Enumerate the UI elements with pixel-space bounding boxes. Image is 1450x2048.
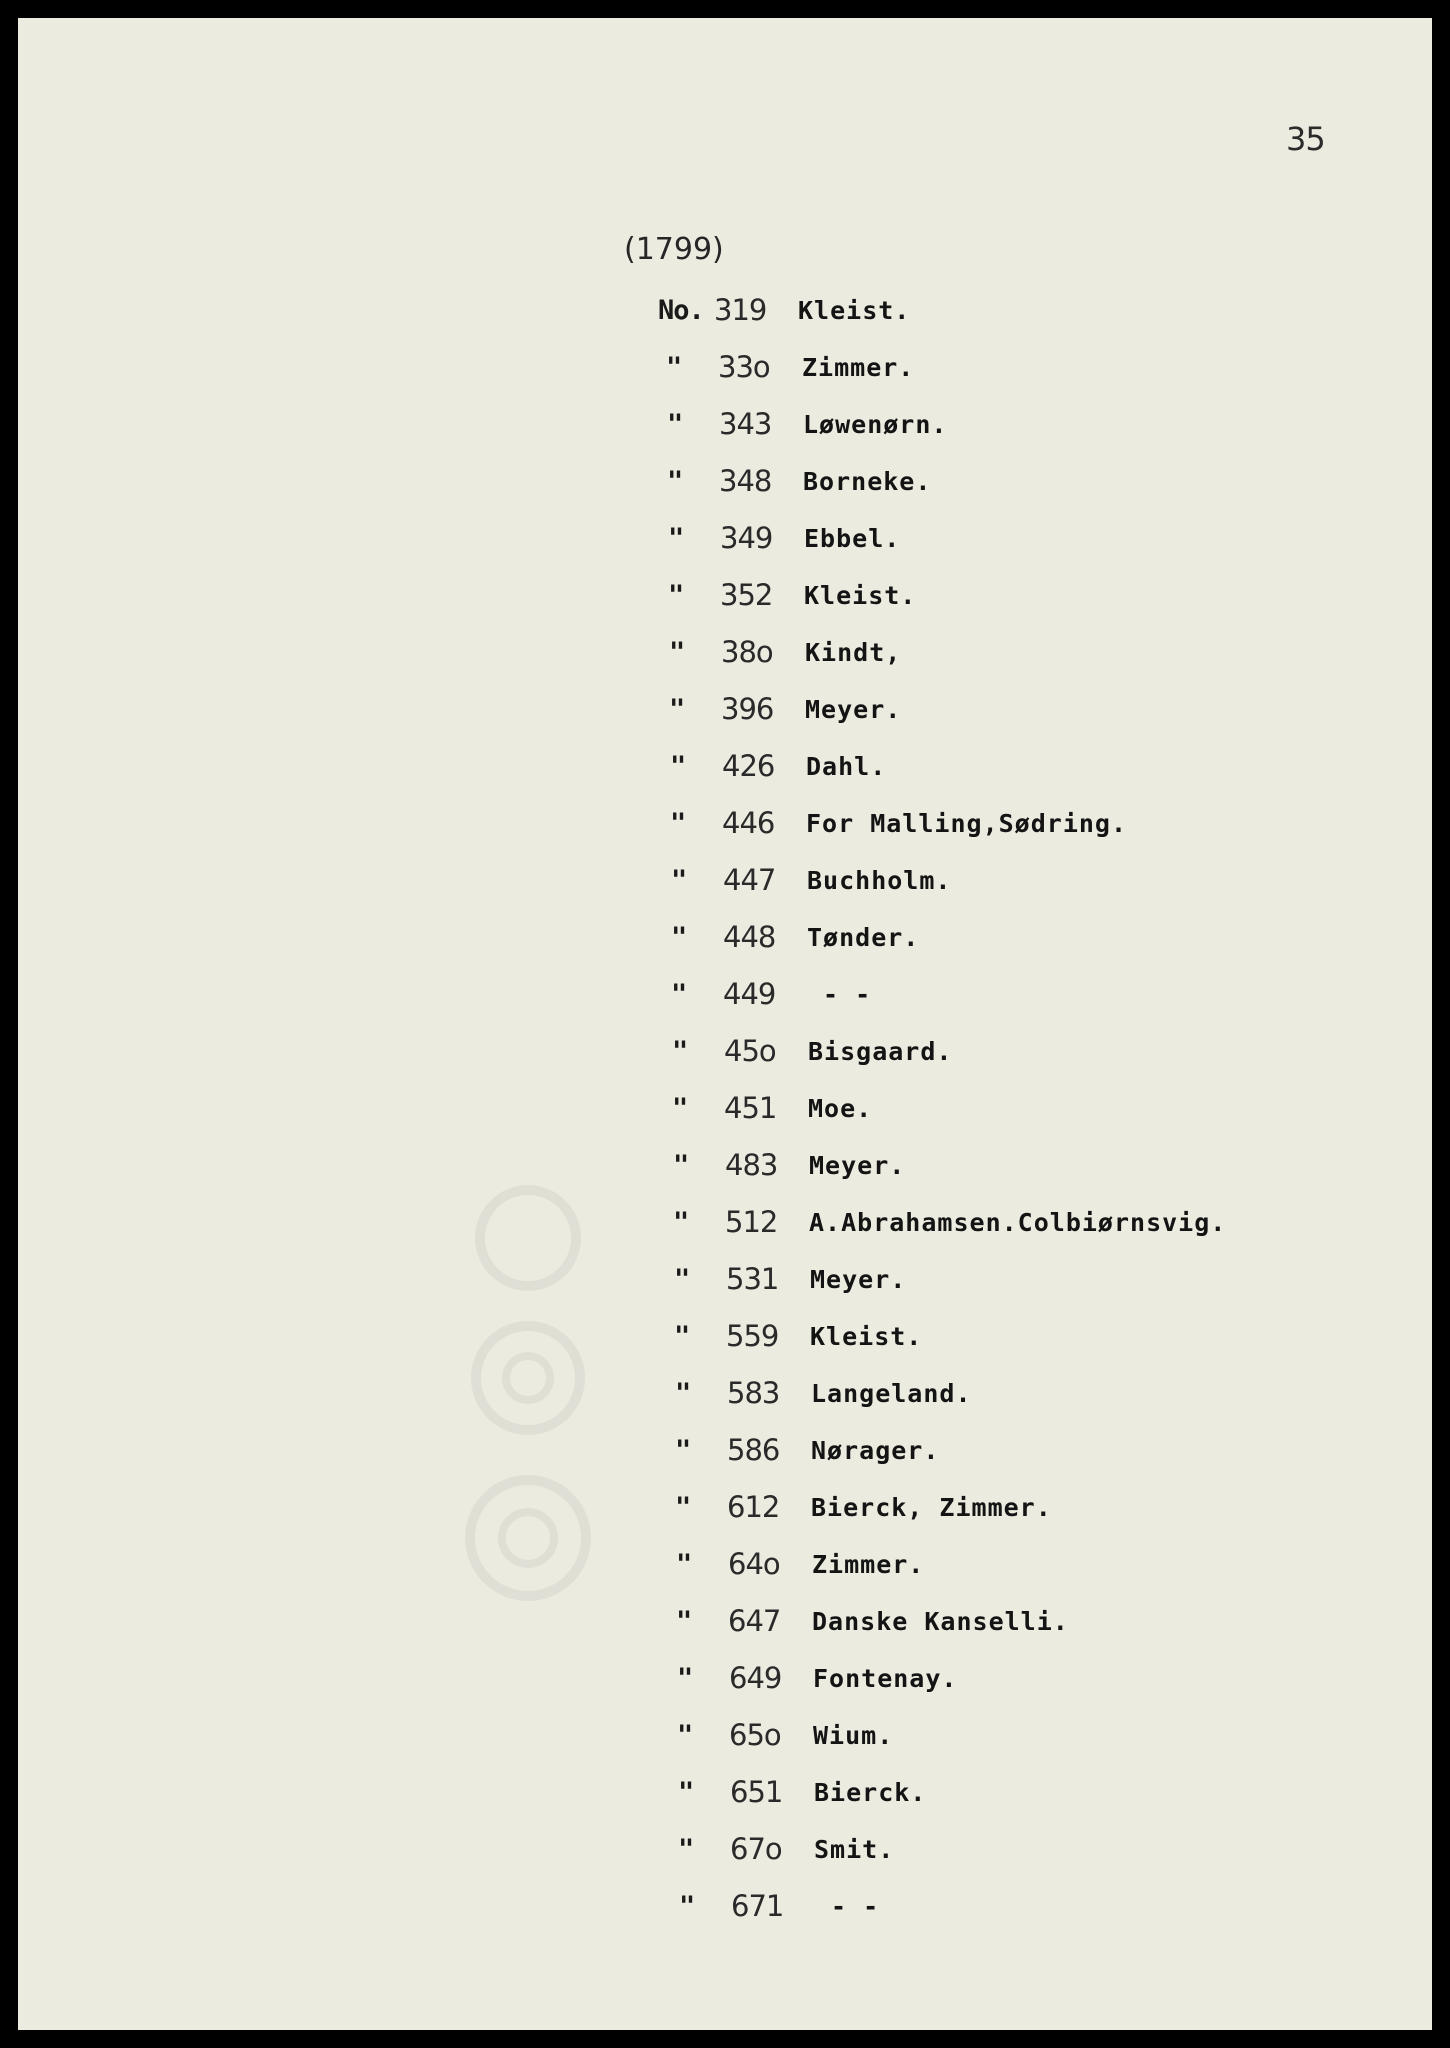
entry-name: Zimmer. [802,352,915,382]
list-item [661,632,901,672]
entry-number: 483 [725,1148,778,1182]
entry-prefix: " [669,693,686,725]
entry-prefix: " [667,408,684,440]
entry-number: 447 [723,863,776,897]
entry-prefix: " [672,1092,689,1124]
entry-name: Buchholm. [807,865,952,895]
entry-name: Ebbel. [804,523,901,553]
entry-number: 449 [723,977,776,1011]
entry-name: Langeland. [811,1378,972,1408]
entry-prefix: " [672,1035,689,1067]
entry-prefix: " [671,921,688,953]
list-item [669,1658,957,1698]
entry-name: Løwenørn. [803,409,948,439]
entry-name: Kindt, [805,637,902,667]
entry-name: Dahl. [806,751,887,781]
entry-name: Meyer. [805,694,902,724]
entry-number: 586 [727,1433,780,1467]
list-item [658,290,910,330]
entry-name: Smit. [814,1834,895,1864]
list-item [670,1772,926,1812]
list-item [662,803,1127,843]
entry-prefix: " [676,1605,693,1637]
entry-name: Meyer. [810,1264,907,1294]
entry-prefix: " [666,351,683,383]
entry-name: Bierck. [814,1777,927,1807]
entry-name: Bisgaard. [808,1036,953,1066]
entry-name: Wium. [813,1720,894,1750]
list-item [663,860,951,900]
page-number: 35 [1286,120,1325,158]
list-item [660,575,916,615]
entry-name: Zimmer. [812,1549,925,1579]
entry-number: 612 [727,1490,780,1524]
entry-prefix: " [671,978,688,1010]
entry-prefix: " [677,1719,694,1751]
list-item [664,1088,872,1128]
entry-list [18,18,1432,2030]
list-item [663,974,871,1014]
entry-prefix: " [673,1149,690,1181]
entry-prefix: " [674,1263,691,1295]
list-item [662,746,886,786]
entry-prefix: " [679,1890,696,1922]
entry-prefix: " [675,1434,692,1466]
list-item [663,917,919,957]
entry-prefix: " [667,465,684,497]
entry-number: 343 [719,407,772,441]
list-item [664,1031,952,1071]
list-item [658,347,914,387]
list-item [661,689,901,729]
entry-prefix: " [675,1377,692,1409]
entry-number: 348 [719,464,772,498]
list-item [659,404,947,444]
entry-prefix: " [668,522,685,554]
list-item [666,1259,906,1299]
entry-number: 38o [721,635,773,669]
entry-name: Meyer. [809,1150,906,1180]
list-item [671,1886,879,1926]
list-item [667,1373,972,1413]
document-page [18,18,1432,2030]
entry-name: Kleist. [804,580,917,610]
entry-number: 349 [720,521,773,555]
entry-number: 671 [731,1889,784,1923]
entry-name: A.Abrahamsen.Colbiørnsvig. [809,1207,1227,1237]
list-item [665,1202,1226,1242]
entry-prefix: " [669,636,686,668]
entry-prefix: " [675,1491,692,1523]
entry-prefix: " [678,1776,695,1808]
entry-name: Moe. [808,1093,873,1123]
entry-name: Bierck, Zimmer. [811,1492,1052,1522]
entry-prefix: " [676,1548,693,1580]
entry-number: 67o [730,1832,782,1866]
entry-name: Nørager. [811,1435,940,1465]
entry-prefix: " [671,864,688,896]
entry-prefix: " [678,1833,695,1865]
list-item [665,1145,905,1185]
entry-name: Tønder. [807,922,920,952]
entry-number: 448 [723,920,776,954]
entry-number: 583 [727,1376,780,1410]
entry-number: 512 [725,1205,778,1239]
entry-prefix: " [677,1662,694,1694]
entry-number: 559 [726,1319,779,1353]
entry-name: Kleist. [798,295,911,325]
list-item [668,1544,924,1584]
entry-prefix: " [670,807,687,839]
entry-number: 65o [729,1718,781,1752]
list-item [668,1601,1069,1641]
list-item [667,1430,939,1470]
entry-number: 33o [718,350,770,384]
entry-number: 64o [728,1547,780,1581]
list-item [669,1715,893,1755]
entry-number: 451 [724,1091,777,1125]
entry-prefix: " [670,750,687,782]
entry-prefix: " [668,579,685,611]
entry-name: - - [815,1891,880,1921]
entry-number: 651 [730,1775,783,1809]
entry-name: Kleist. [810,1321,923,1351]
entry-number: 352 [720,578,773,612]
entry-number: 647 [728,1604,781,1638]
year-heading: (1799) [624,232,724,267]
list-item [666,1316,922,1356]
entry-prefix: No. [658,294,704,326]
entry-prefix: " [674,1320,691,1352]
entry-name: Danske Kanselli. [812,1606,1069,1636]
entry-number: 426 [722,749,775,783]
entry-number: 396 [721,692,774,726]
entry-name: For Malling,Sødring. [806,808,1128,838]
entry-name: Fontenay. [813,1663,958,1693]
entry-name: - - [807,979,872,1009]
entry-name: Borneke. [803,466,932,496]
entry-prefix: " [673,1206,690,1238]
entry-number: 45o [724,1034,776,1068]
entry-number: 446 [722,806,775,840]
list-item [660,518,900,558]
entry-number: 649 [729,1661,782,1695]
list-item [667,1487,1052,1527]
list-item [670,1829,894,1869]
list-item [659,461,931,501]
entry-number: 531 [726,1262,779,1296]
entry-number: 319 [714,293,767,327]
